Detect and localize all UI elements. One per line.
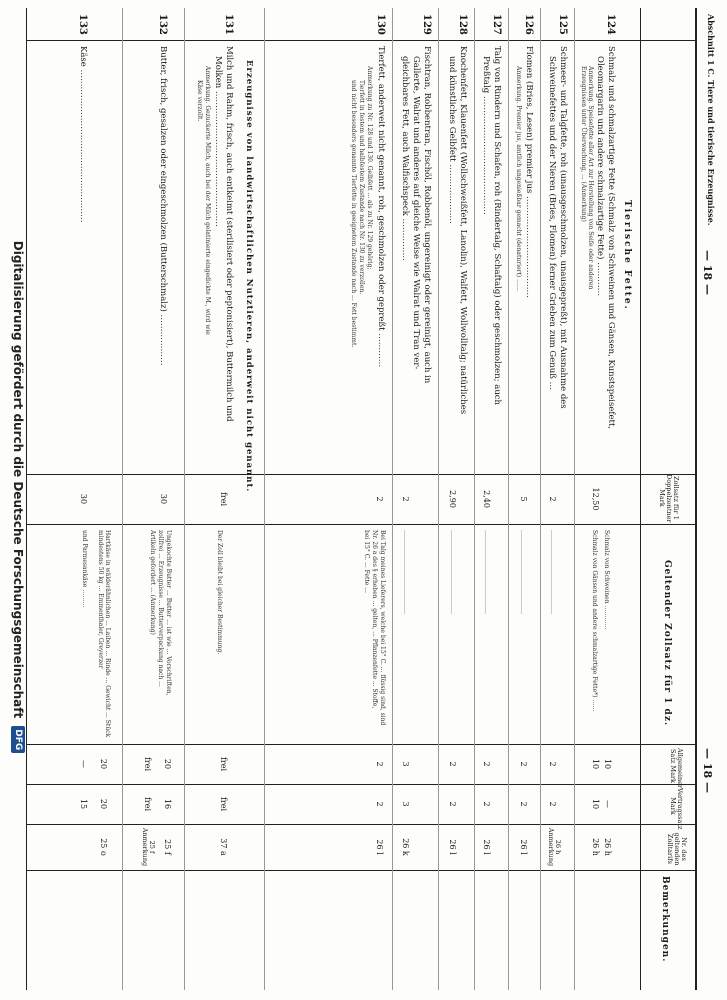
page-number-right: — 18 — <box>701 748 714 793</box>
tariff-number: 124 <box>605 14 616 35</box>
col-rule-allg <box>27 784 697 785</box>
tariff-note: Tierfett in festem und halbfestem Zustande nach Nr. 130 zu verzollen. <box>358 80 365 295</box>
top-rule <box>695 8 697 990</box>
allgemeiner-value: 20 <box>99 758 108 770</box>
section-label: Abschnitt 1 C. Tiere und tierische Erzeugnisse. <box>706 14 716 226</box>
tariff-note: Erzeugnissen unter Überwachung, ... (Anmerkung) <box>580 66 587 222</box>
row-rule <box>574 8 575 990</box>
vertragssatz-value: 2 <box>548 801 557 807</box>
row-rule <box>438 8 439 990</box>
allgemeiner-value: 20 <box>163 758 172 770</box>
tariff-description: Molken ………………………………………… <box>213 56 223 227</box>
footer-text: Digitalisierung gefördert durch die Deutsche Forschungsgemeinschaft <box>11 240 25 719</box>
tarif-value: 26 k <box>401 838 410 856</box>
tariff-note: Anmerkung. Gezuckerte Milch, auch bei der Milch gelatinierte eingedickte M., wird wie <box>204 66 211 335</box>
row-rule <box>184 8 185 990</box>
geltender-text: Hartkäse in wälderähnlichen ... Laiben ... Rinde ... Gewicht ... Stück mindestens 50 kg ... Emmenthaler, Greyerzer <box>96 530 111 738</box>
vertragszoll-value: 2,90 <box>448 490 457 508</box>
tariff-description: Milch und Rahm, frisch, auch entkeimt (sterilisiert oder peptonisiert), Buttermilch und <box>224 46 234 422</box>
tariff-description: und künstliches Gelbfett ………………… <box>447 56 457 224</box>
tariff-number: 125 <box>557 14 568 35</box>
vertragssatz-value: 20 <box>99 798 108 810</box>
header-tarif-nr: Nr. des geltenden Zolltarifs <box>666 832 688 866</box>
col-rule-zoll <box>27 524 697 525</box>
vertragszoll-value: 12,50 <box>591 487 600 511</box>
allgemeiner-value: 3 <box>401 761 410 767</box>
tariff-description: Flomen (Bries, Lesen) premier jus ……………………………… <box>524 46 534 298</box>
tariff-description: Preßtalg …………………………………… <box>481 56 491 215</box>
geltender-text: Bei Talg meines Lieferers, welche bei 15° C. ... flüssig sind, sind <box>379 530 386 726</box>
geltender-text: Schmalz von Gänsen und andere schmalzartige Fette*) …… <box>591 530 598 712</box>
geltender-text: Nr. 26 a des § erheben ... gelten, ... Pflanzenfette ... Stoffe, <box>371 530 378 709</box>
col-rule-geltend <box>27 744 697 745</box>
tariff-note: und nicht besonders genannte Tierfette in geeignetem Zustande nach ... Fett bestimmt. <box>350 80 357 348</box>
vertragssatz-value: 2 <box>519 801 528 807</box>
tariff-description: Oleomargarin und andere schmalzartige Fette) ………… <box>595 56 605 297</box>
tariff-description: Schmeer- und Talgfette, roh (unausgeschmolzen, unausgepreßt), mit Ausnahme des <box>558 46 568 409</box>
allgemeiner-value: 2 <box>448 761 457 767</box>
header-allgemeiner-satz: Allgemeiner Satz Mark <box>669 748 684 789</box>
col-rule-tarif <box>27 870 697 871</box>
tarif-value: 26 h Anmerkung <box>547 827 562 867</box>
col-rule-desc <box>27 474 697 475</box>
geltender-text: …………………………………… <box>402 530 409 614</box>
geltender-text: bei 15° C. ... Fette ... <box>363 530 370 593</box>
geltender-text: …………………………………… <box>449 530 456 614</box>
header-rule <box>640 8 641 990</box>
vertragssatz-value: — <box>603 800 612 808</box>
col-rule-vert <box>27 824 697 825</box>
section-heading-fette: Tierische Fette. <box>622 200 632 311</box>
tariff-description: Talg von Rindern und Schafen, roh (Rindertalg, Schaftalg) oder geschmolzen; auch <box>492 46 502 406</box>
tariff-description: Gallerte, Walrat und anderes auf gleiche Weise wie Walrat und Tran ver- <box>411 56 421 370</box>
allgemeiner-value: 2 <box>482 761 491 767</box>
tarif-value: 37 a <box>219 838 228 856</box>
tariff-description: gleichbares Fett, auch Walfischspeck …………… <box>400 56 410 261</box>
geltender-text: Schmalz von Schweinen ………… <box>603 530 610 630</box>
tariff-description: Schmalz und schmalzartige Fette (Schmalz von Schweinen und Gänsen, Kunstspeisefett, <box>606 46 616 430</box>
geltender-text: zollfrei ... Erzeugnisse ... Butterverpackung nach ... <box>157 530 164 687</box>
geltender-text: …………………………………… <box>483 530 490 614</box>
row-rule <box>122 8 123 990</box>
geltender-text: …………………………………… <box>549 530 556 614</box>
tariff-description: Fischtran, Robbentran, Fischöl, Robbenöl, ungereinigt oder gereinigt, auch in <box>422 46 432 384</box>
allgemeiner-value: 2 <box>548 761 557 767</box>
header-vertragssatz: Vertragssatz Mark <box>669 788 684 830</box>
page-number-left: — 18 — <box>701 250 714 295</box>
header-bemerkungen: Bemerkungen. <box>660 876 670 963</box>
allgemeiner-value: frei <box>219 756 228 772</box>
vertragssatz-value: frei <box>219 796 228 812</box>
row-rule <box>508 8 509 990</box>
header-geltender-zollsatz: Geltender Zollsatz für 1 dz. <box>662 560 672 727</box>
vertragssatz-value: 2 <box>482 801 491 807</box>
vertragszoll-value: 2 <box>401 496 410 502</box>
allgemeiner-value: 2 <box>375 761 384 767</box>
tariff-number: 126 <box>523 14 534 35</box>
row-rule <box>474 8 475 990</box>
tariff-number: 130 <box>375 14 386 35</box>
tariff-description: Tierfett, anderweit nicht genannt, roh, geschmolzen oder gepreßt ………… <box>376 46 386 368</box>
tarif-value: 26 l <box>448 839 457 855</box>
row-rule <box>392 8 393 990</box>
tarif-value: 26 h <box>603 838 612 856</box>
tariff-description: Käse ……………………………………………… <box>78 46 88 223</box>
allgemeiner-value: — <box>79 760 88 768</box>
dfg-logo: DFG <box>11 726 25 753</box>
tariff-note: Anmerkung. Premier jus, amtlich ungenießbar gemacht (denaturiert) …… <box>515 66 522 292</box>
geltender-text: Der Zoll bleibt bei gleicher Bestimmung. <box>216 530 223 655</box>
vertragszoll-value: 30 <box>79 493 88 505</box>
tarif-value: 25 f <box>163 839 172 855</box>
tarif-value: 26 l <box>375 839 384 855</box>
allgemeiner-value: frei <box>143 756 152 772</box>
digitization-footer <box>8 8 28 986</box>
tarif-value: 26 l <box>519 839 528 855</box>
geltender-text: und Parmesankäse ……… <box>81 530 88 608</box>
tariff-description: Butter, frisch, gesalzen oder eingeschmolzen (Butterschmalz) ……………… <box>158 46 168 366</box>
tariff-note: Anmerkung zu Nr. 128 und 130. Gelbfett ... als zu Nr. 129 gehörig; <box>366 66 373 270</box>
vertragssatz-value: 15 <box>79 798 88 810</box>
vertragssatz-value: frei <box>143 796 152 812</box>
tariff-note: Anmerkung. Speisefette aller Art zur Herstellung von Seife oder anderen <box>587 66 594 290</box>
vertragszoll-value: frei <box>219 491 228 507</box>
vertragszoll-value: 5 <box>519 496 528 502</box>
vertragszoll-value: 2,40 <box>482 490 491 508</box>
allgemeiner-value: 2 <box>519 761 528 767</box>
tarif-value: 25 o <box>99 838 108 856</box>
tariff-number: 128 <box>457 14 468 35</box>
tarif-value: 25 f Anmerkung <box>141 827 156 867</box>
vertragssatz-value: 3 <box>401 801 410 807</box>
section-heading-erzeugnisse: Erzeugnisse von landwirtschaftlichen Nutztieren, anderweit nicht genannt. <box>244 60 254 493</box>
tariff-number: 131 <box>223 14 234 35</box>
tariff-note: Käse verzollt. <box>196 80 203 122</box>
tariff-number: 127 <box>491 14 502 35</box>
tariff-number: 132 <box>157 14 168 35</box>
vertragssatz-value: 2 <box>375 801 384 807</box>
allgemeiner-value: 10 <box>603 758 612 770</box>
row-rule <box>264 8 265 990</box>
vertragssatz-value: 16 <box>163 798 172 810</box>
tariff-number: 129 <box>421 14 432 35</box>
vertragszoll-value: 2 <box>375 496 384 502</box>
tariff-description: Knochenfett, Klauenfett (Wollschweißfett, Lanolin), Walfett, Wollwolltalg; natürliches <box>458 46 468 415</box>
tarif-value: 26 l <box>482 839 491 855</box>
geltender-text: Ungekochte Butter ... Butter ... ist wie ... Vorschriften, <box>165 530 172 696</box>
vertragszoll-value: 30 <box>159 493 168 505</box>
geltender-text: Artikeln gefordert ... (Anmerkung) <box>149 530 156 635</box>
tarif-value: 26 h <box>591 838 600 856</box>
col-rule-num <box>27 40 697 41</box>
allgemeiner-value: 10 <box>591 758 600 770</box>
row-rule <box>540 8 541 990</box>
vertragssatz-value: 10 <box>591 798 600 810</box>
vertragszoll-value: 2 <box>548 496 557 502</box>
header-vertragszoll: Zollsatz für 1 Doppelzentner Mark <box>658 474 680 523</box>
tariff-number: 133 <box>77 14 88 35</box>
geltender-text: …………………………………… <box>519 530 526 614</box>
tariff-description: Schweinefettes und der Nieren (Bries, Flomen) ferner Grieben zum Genuß … <box>547 56 557 391</box>
vertragssatz-value: 2 <box>448 801 457 807</box>
